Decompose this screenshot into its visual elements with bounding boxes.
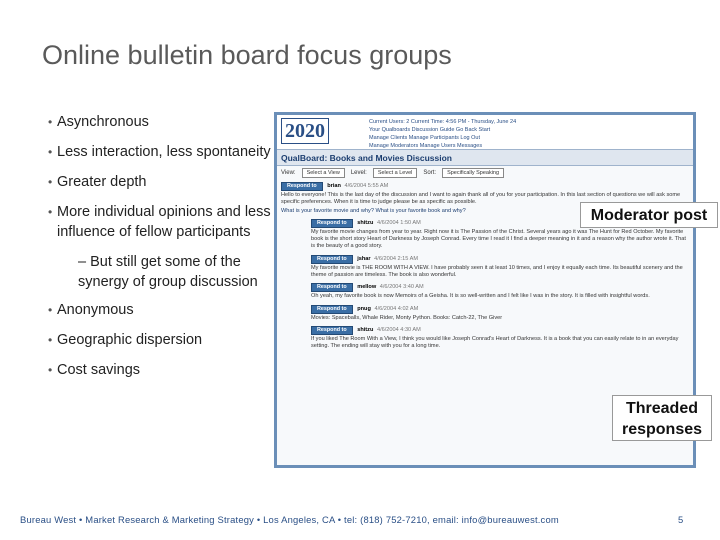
nav-line[interactable]: Manage Clients Manage Participants Log Out: [369, 135, 480, 141]
moderator-post-callout: Moderator post: [580, 202, 718, 228]
bullet-item: • Greater depth: [48, 172, 278, 192]
bullet-list: [48, 112, 278, 390]
sub-bullet-item: – But still get some of the synergy of group discussion: [78, 254, 258, 290]
level-select[interactable]: Select a Level: [373, 168, 418, 178]
view-select[interactable]: Select a View: [302, 168, 345, 178]
board-nav: [369, 118, 689, 150]
post-text: Movies: Spaceballs, Whale Rider, Monty Python. Books: Catch-22, The Giver: [311, 314, 503, 321]
bullet-item: • Asynchronous: [48, 112, 278, 132]
threaded-responses-callout: Threaded responses: [612, 395, 712, 441]
sort-label: Sort:: [423, 170, 437, 176]
post-text: My favorite movie is THE ROOM WITH A VIEW. I have probably seen it at least 10 times, and I enjoy it equally each time. Its beautiful scenery and the theme of passion are timeless. The book is also wonderful.: [311, 264, 683, 279]
reply-post: [277, 281, 693, 302]
view-label: View:: [281, 170, 296, 176]
post-text: Hello to everyone! This is the last day of the discussion and I want to again thank all of you for your participation. In this last section of questions we will ask some specific preferences. When it is time to judge please be as specific as possible.: [281, 192, 681, 206]
post-question: What is your favorite movie and why? What is your favorite book and why?: [281, 207, 466, 214]
bullet-item: • Cost savings: [48, 360, 278, 380]
board-header: [277, 115, 693, 149]
post-timestamp: 4/6/2004 3:40 AM: [379, 284, 424, 291]
post-text: My favorite movie changes from year to year. Right now it is The Passion of the Christ. Several years ago it was The Hunt for Red October. My favorite book is the short story Heart of Darkness by Joseph Conrad. Every time I read it I find a deeper meaning in it and a reason why the author wrote it. That is the beauty of a good story.: [311, 229, 686, 250]
post-timestamp: 4/6/2004 4:30 AM: [376, 327, 421, 334]
post-timestamp: 4/6/2004 5:55 AM: [344, 183, 389, 189]
respond-button[interactable]: Respond to: [311, 255, 353, 264]
nav-line: Current Users: 2 Current Time: 4:56 PM - Thursday, June 24: [369, 119, 517, 125]
post-timestamp: 4/6/2004 1:50 AM: [376, 219, 421, 226]
post-author: pnug: [357, 305, 371, 312]
brand-logo: 2020: [281, 118, 329, 144]
post-timestamp: 4/6/2004 2:15 AM: [374, 255, 419, 262]
post-author: mellow: [357, 284, 377, 291]
respond-button[interactable]: Respond to: [311, 219, 353, 228]
post-author: shitzu: [357, 219, 374, 226]
bullet-item: • Geographic dispersion: [48, 330, 278, 350]
respond-button[interactable]: Respond to: [311, 326, 353, 335]
post-author: jshar: [357, 255, 371, 262]
post-timestamp: 4/6/2004 4:02 AM: [374, 305, 419, 312]
post-text: If you liked The Room With a View, I think you would like Joseph Conrad's Heart of Darkness. It is a book that you can easily relate to in an everyday setting. The ending will stay with you for a long time.: [311, 336, 679, 350]
bullet-item: • More individual opinions and less influence of fellow participants: [48, 202, 278, 242]
level-label: Level:: [350, 170, 367, 176]
view-toolbar: [277, 166, 693, 180]
reply-post: [277, 324, 693, 353]
nav-line[interactable]: Your Qualboards Discussion Guide Go Back Start: [369, 127, 491, 133]
post-author: shitzu: [357, 327, 374, 334]
bullet-item: • Less interaction, less spontaneity: [48, 142, 278, 162]
bullet-item: • Anonymous: [48, 300, 278, 320]
sort-select[interactable]: Specifically Speaking: [442, 168, 504, 178]
slide-footer: Bureau West • Market Research & Marketing Strategy • Los Angeles, CA • tel: (818) 752-7210, email: info@bureauwest.com: [20, 514, 559, 525]
slide-title: Online bulletin board focus groups: [42, 40, 452, 70]
post-text: Oh yeah, my favorite book is now Memoirs of a Geisha. It is so well-written and I felt like I was in the story. It is filled with insightful words.: [311, 293, 650, 300]
respond-button[interactable]: Respond to: [311, 305, 353, 314]
respond-button[interactable]: Respond to: [311, 283, 353, 292]
nav-line[interactable]: Manage Moderators Manage Users Messages: [369, 143, 483, 149]
page-number: 5: [678, 514, 684, 525]
board-title: QualBoard: Books and Movies Discussion: [277, 149, 693, 166]
post-author: brian: [327, 183, 341, 189]
reply-post: [277, 253, 693, 282]
reply-post: [277, 303, 693, 324]
respond-button[interactable]: Respond to: [281, 182, 323, 191]
